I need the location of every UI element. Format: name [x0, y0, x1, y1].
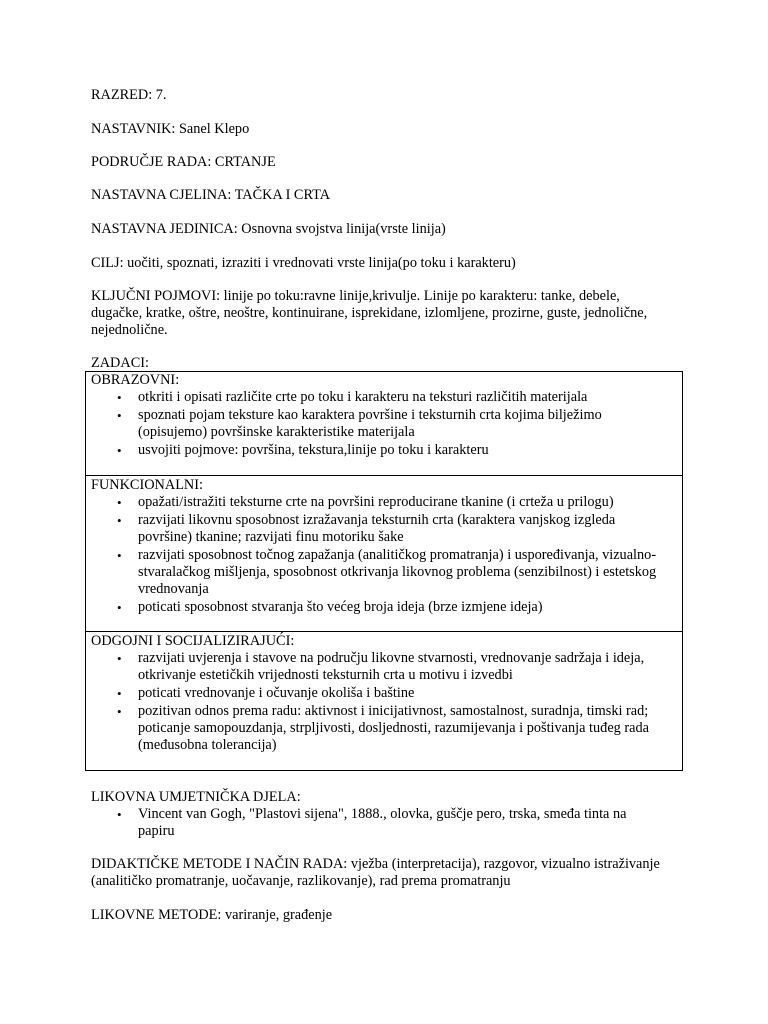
list-item: • razvijati likovnu sposobnost izražavanja teksturnih crta (karaktera vanjskog izgleda površine) tkanine; razvijati finu motoriku šake	[117, 512, 616, 545]
bullet-icon: •	[117, 548, 122, 563]
likovne-metode-line: LIKOVNE METODE: variranje, građenje	[91, 907, 333, 923]
djela-list	[91, 806, 661, 841]
podrucje-line: PODRUČJE RADA: CRTANJE	[91, 154, 276, 170]
bullet-icon: •	[117, 600, 122, 615]
list-item: • spoznati pojam teksture kao karaktera površine i teksturnih crta kojima bilježimo (opisujemo) površinske karakteristike materijala	[117, 407, 602, 440]
obrazovni-list	[91, 389, 661, 460]
jedinica-line: NASTAVNA JEDINICA: Osnovna svojstva linija(vrste linija)	[91, 221, 446, 237]
zadaci-heading: ZADACI:	[91, 355, 149, 371]
bullet-icon: •	[117, 408, 122, 423]
table-divider	[85, 631, 683, 632]
bullet-icon: •	[117, 513, 122, 528]
list-item: • poticati sposobnost stvaranja što većeg broja ideja (brze izmjene ideja)	[117, 599, 543, 615]
bullet-icon: •	[117, 686, 122, 701]
obrazovni-heading: OBRAZOVNI:	[91, 372, 180, 388]
kljucni-pojmovi-paragraph: KLJUČNI POJMOVI: linije po toku:ravne linije,krivulje. Linije po karakteru: tanke, debele, dugačke, kratke, oštre, neoštre, kontinuirane, isprekidane, izlomljene, prozirne, guste, jednolične, nejednolične.	[91, 288, 648, 338]
nastavnik-line: NASTAVNIK: Sanel Klepo	[91, 121, 250, 137]
djela-heading: LIKOVNA UMJETNIČKA DJELA:	[91, 789, 301, 805]
bullet-icon: •	[117, 651, 122, 666]
razred-line: RAZRED: 7.	[91, 87, 167, 103]
list-item: • opažati/istražiti teksturne crte na površini reproducirane tkanine (i crteža u prilogu)	[117, 494, 614, 510]
list-item: • Vincent van Gogh, "Plastovi sijena", 1888., olovka, guščje pero, trska, smeđa tinta na papiru	[117, 806, 627, 839]
list-item: • pozitivan odnos prema radu: aktivnost i inicijativnost, samostalnost, suradnja, timski rad; poticanje samopouzdanja, strpljivosti, dosljednosti, razumijevanja i poštivanja tuđeg rada (međusobna tolerancija)	[117, 703, 649, 753]
funkcionalni-heading: FUNKCIONALNI:	[91, 477, 203, 493]
bullet-icon: •	[117, 704, 122, 719]
bullet-icon: •	[117, 443, 122, 458]
list-item: • razvijati uvjerenja i stavove na području likovne stvarnosti, vrednovanje sadržaja i ideja, otkrivanje estetičkih vrijednosti teksturnih crta u motivu i izvedbi	[117, 650, 645, 683]
list-item: • poticati vrednovanje i očuvanje okoliša i baštine	[117, 685, 415, 701]
table-divider	[85, 475, 683, 476]
list-item: • otkriti i opisati različite crte po toku i karakteru na teksturi različitih materijala	[117, 389, 588, 405]
bullet-icon: •	[117, 495, 122, 510]
cjelina-line: NASTAVNA CJELINA: TAČKA I CRTA	[91, 187, 331, 203]
bullet-icon: •	[117, 807, 122, 822]
didakticke-metode-paragraph: DIDAKTIČKE METODE I NAČIN RADA: vježba (interpretacija), razgovor, vizualno istraživanje (analitičko promatranje, uočavanje, razlikovanje), rad prema promatranju	[91, 856, 660, 889]
list-item: • usvojiti pojmove: površina, tekstura,linije po toku i karakteru	[117, 442, 489, 458]
bullet-icon: •	[117, 390, 122, 405]
cilj-line: CILJ: uočiti, spoznati, izraziti i vrednovati vrste linija(po toku i karakteru)	[91, 255, 516, 271]
odgojni-heading: ODGOJNI I SOCIJALIZIRAJUĆI:	[91, 633, 295, 649]
funkcionalni-list	[91, 494, 661, 617]
list-item: • razvijati sposobnost točnog zapažanja (analitičkog promatranja) i uspoređivanja, vizualno-stvaralačkog mišljenja, sposobnost otkrivanja likovnog problema (senzibilnost) i estetskog vrednovanja	[117, 547, 657, 597]
odgojni-list	[91, 650, 661, 755]
